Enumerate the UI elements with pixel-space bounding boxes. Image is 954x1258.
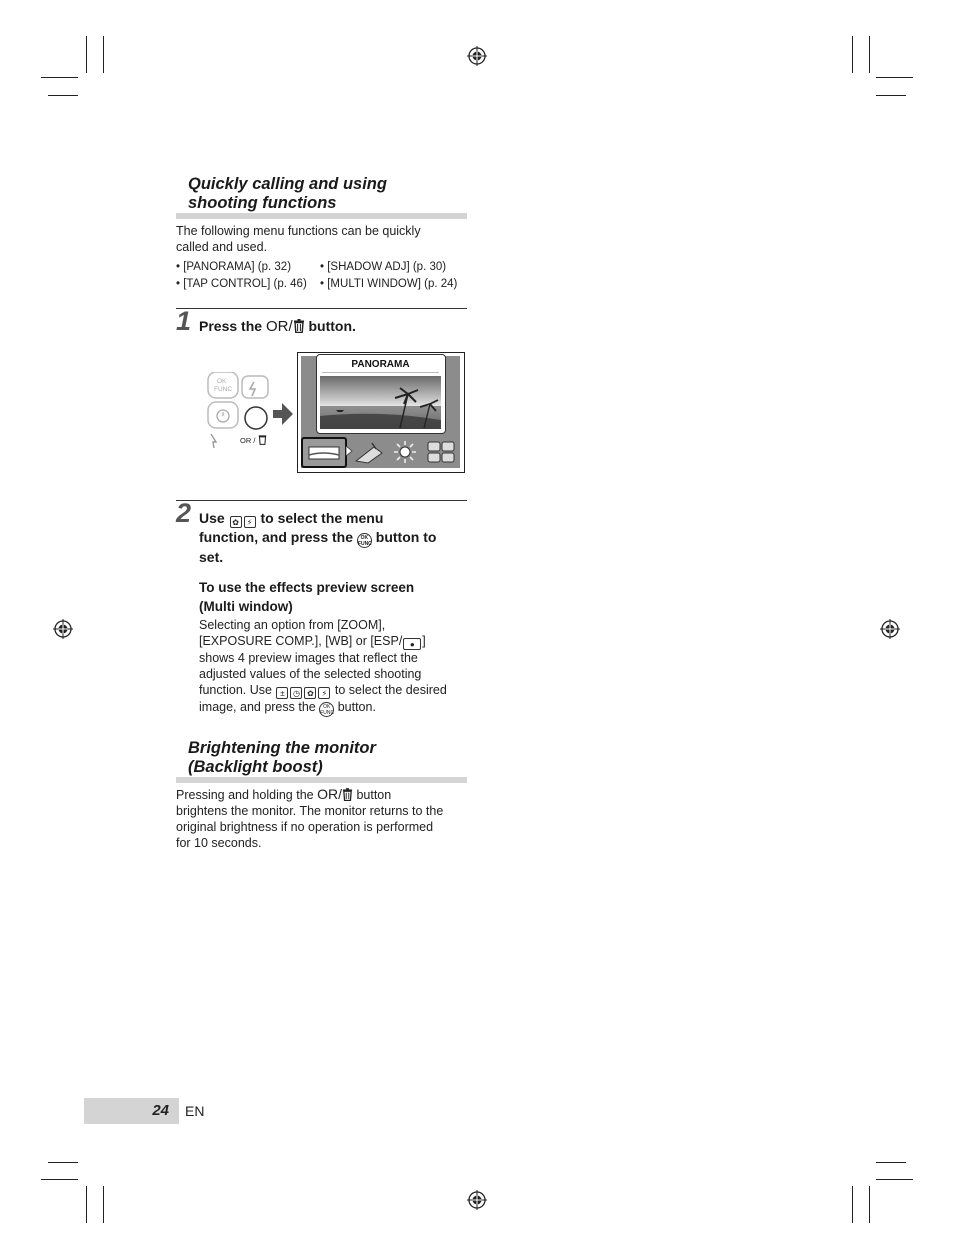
section-title-line: (Backlight boost) [188, 758, 323, 776]
func-label: FUNC [320, 710, 335, 716]
step-text: to select the menu [256, 510, 384, 526]
step-1-instruction [199, 317, 356, 336]
language-code: EN [185, 1103, 205, 1119]
sub-heading-line: (Multi window) [199, 599, 293, 614]
registration-mark-icon [53, 619, 73, 639]
trash-icon [258, 434, 267, 445]
flash-icon: ⚡ [318, 687, 330, 699]
paragraph-line: adjusted values of the selected shooting [199, 667, 422, 681]
ok-func-button-icon [319, 702, 334, 717]
page-number-tab [84, 1098, 179, 1124]
or-label: OR/ [317, 786, 342, 802]
bullet-text: [SHADOW ADJ] (p. 30) [327, 261, 447, 273]
registration-mark-icon [880, 619, 900, 639]
section-title-quick-functions [176, 175, 467, 219]
bullet-text: [PANORAMA] (p. 32) [183, 261, 292, 273]
paragraph-line: Selecting an option from [ZOOM], [199, 618, 386, 632]
trash-icon [342, 788, 353, 801]
bullet-text: [MULTI WINDOW] (p. 24) [327, 278, 458, 290]
registration-mark-icon [467, 1190, 487, 1210]
esp-spot-icon: ● [403, 638, 421, 650]
paragraph-line: brightens the monitor. The monitor returns to the [176, 804, 444, 818]
page-number: 24 [152, 1102, 169, 1119]
step-text: button to [371, 529, 437, 545]
lcd-screen-illustration [297, 352, 465, 473]
panorama-mode-icon [301, 437, 347, 468]
step-text: set. [199, 549, 224, 565]
beach-scene-image [320, 376, 441, 429]
exposure-icon: ± [276, 687, 288, 699]
step-text: Press the [199, 318, 266, 334]
step-number: 2 [176, 498, 192, 528]
intro-paragraph: The following menu functions can be quickly called and used. [176, 224, 421, 254]
step-text: button. [304, 318, 356, 334]
step-divider [176, 308, 467, 309]
step-divider [176, 500, 467, 501]
list-item: • [PANORAMA] (p. 32) [176, 261, 292, 273]
multi-window-paragraph [199, 617, 471, 717]
paragraph-line: function. Use [199, 683, 276, 697]
paragraph-line: to select the desired [331, 683, 447, 697]
ok-func-button-icon [357, 533, 372, 548]
step-2-instruction [199, 509, 469, 567]
tap-control-icon [390, 439, 420, 465]
list-item: • [TAP CONTROL] (p. 46) [176, 278, 307, 290]
self-timer-icon: ◷ [290, 687, 302, 699]
bullet-text: [TAP CONTROL] (p. 46) [183, 278, 307, 290]
trash-icon [293, 319, 305, 333]
section-title-line: shooting functions [188, 194, 337, 212]
flash-icon: ⚡ [244, 516, 256, 528]
registration-mark-icon [467, 46, 487, 66]
paragraph-line: ] [422, 634, 426, 648]
panorama-panel [316, 354, 446, 434]
camera-or-label [240, 434, 267, 445]
section-title-line: Brightening the monitor [188, 739, 376, 757]
list-item: • [MULTI WINDOW] (p. 24) [320, 278, 458, 290]
sub-heading-multi-window [199, 578, 469, 616]
macro-icon: ✿ [304, 687, 316, 699]
paragraph-line: Pressing and holding the [176, 788, 318, 802]
paragraph-line: [EXPOSURE COMP.], [WB] or [ESP/ [199, 634, 403, 648]
or-label: OR/ [265, 318, 293, 335]
sub-heading-line: To use the effects preview screen [199, 580, 415, 595]
backlight-paragraph [176, 786, 471, 851]
section-title-line: Quickly calling and using [188, 175, 387, 193]
func-label: FUNC [357, 541, 372, 547]
or-label: OR / [240, 436, 256, 445]
list-item: • [SHADOW ADJ] (p. 30) [320, 261, 447, 273]
step-text: function, and press the [199, 529, 357, 545]
ok-label: OK [323, 704, 331, 710]
paragraph-line: for 10 seconds. [176, 836, 262, 850]
title-rule [322, 372, 439, 373]
multi-window-icon [426, 439, 456, 465]
step-number: 1 [176, 306, 192, 336]
paragraph-line: button [352, 788, 392, 802]
paragraph-line: shows 4 preview images that reflect the [199, 651, 418, 665]
camera-func-label: FUNC [214, 386, 233, 393]
shadow-adjust-icon [354, 439, 384, 465]
step-text: Use [199, 510, 229, 526]
paragraph-line: image, and press the [199, 700, 320, 714]
macro-icon: ✿ [230, 516, 242, 528]
camera-ok-label: OK [217, 378, 227, 385]
arrow-right-icon [273, 403, 293, 425]
screen-title: PANORAMA [351, 359, 410, 370]
chevron-right-icon [345, 445, 353, 457]
paragraph-line: original brightness if no operation is performed [176, 820, 434, 834]
paragraph-line: button. [334, 700, 376, 714]
ok-label: OK [360, 535, 369, 541]
section-title-backlight-boost [176, 739, 467, 783]
